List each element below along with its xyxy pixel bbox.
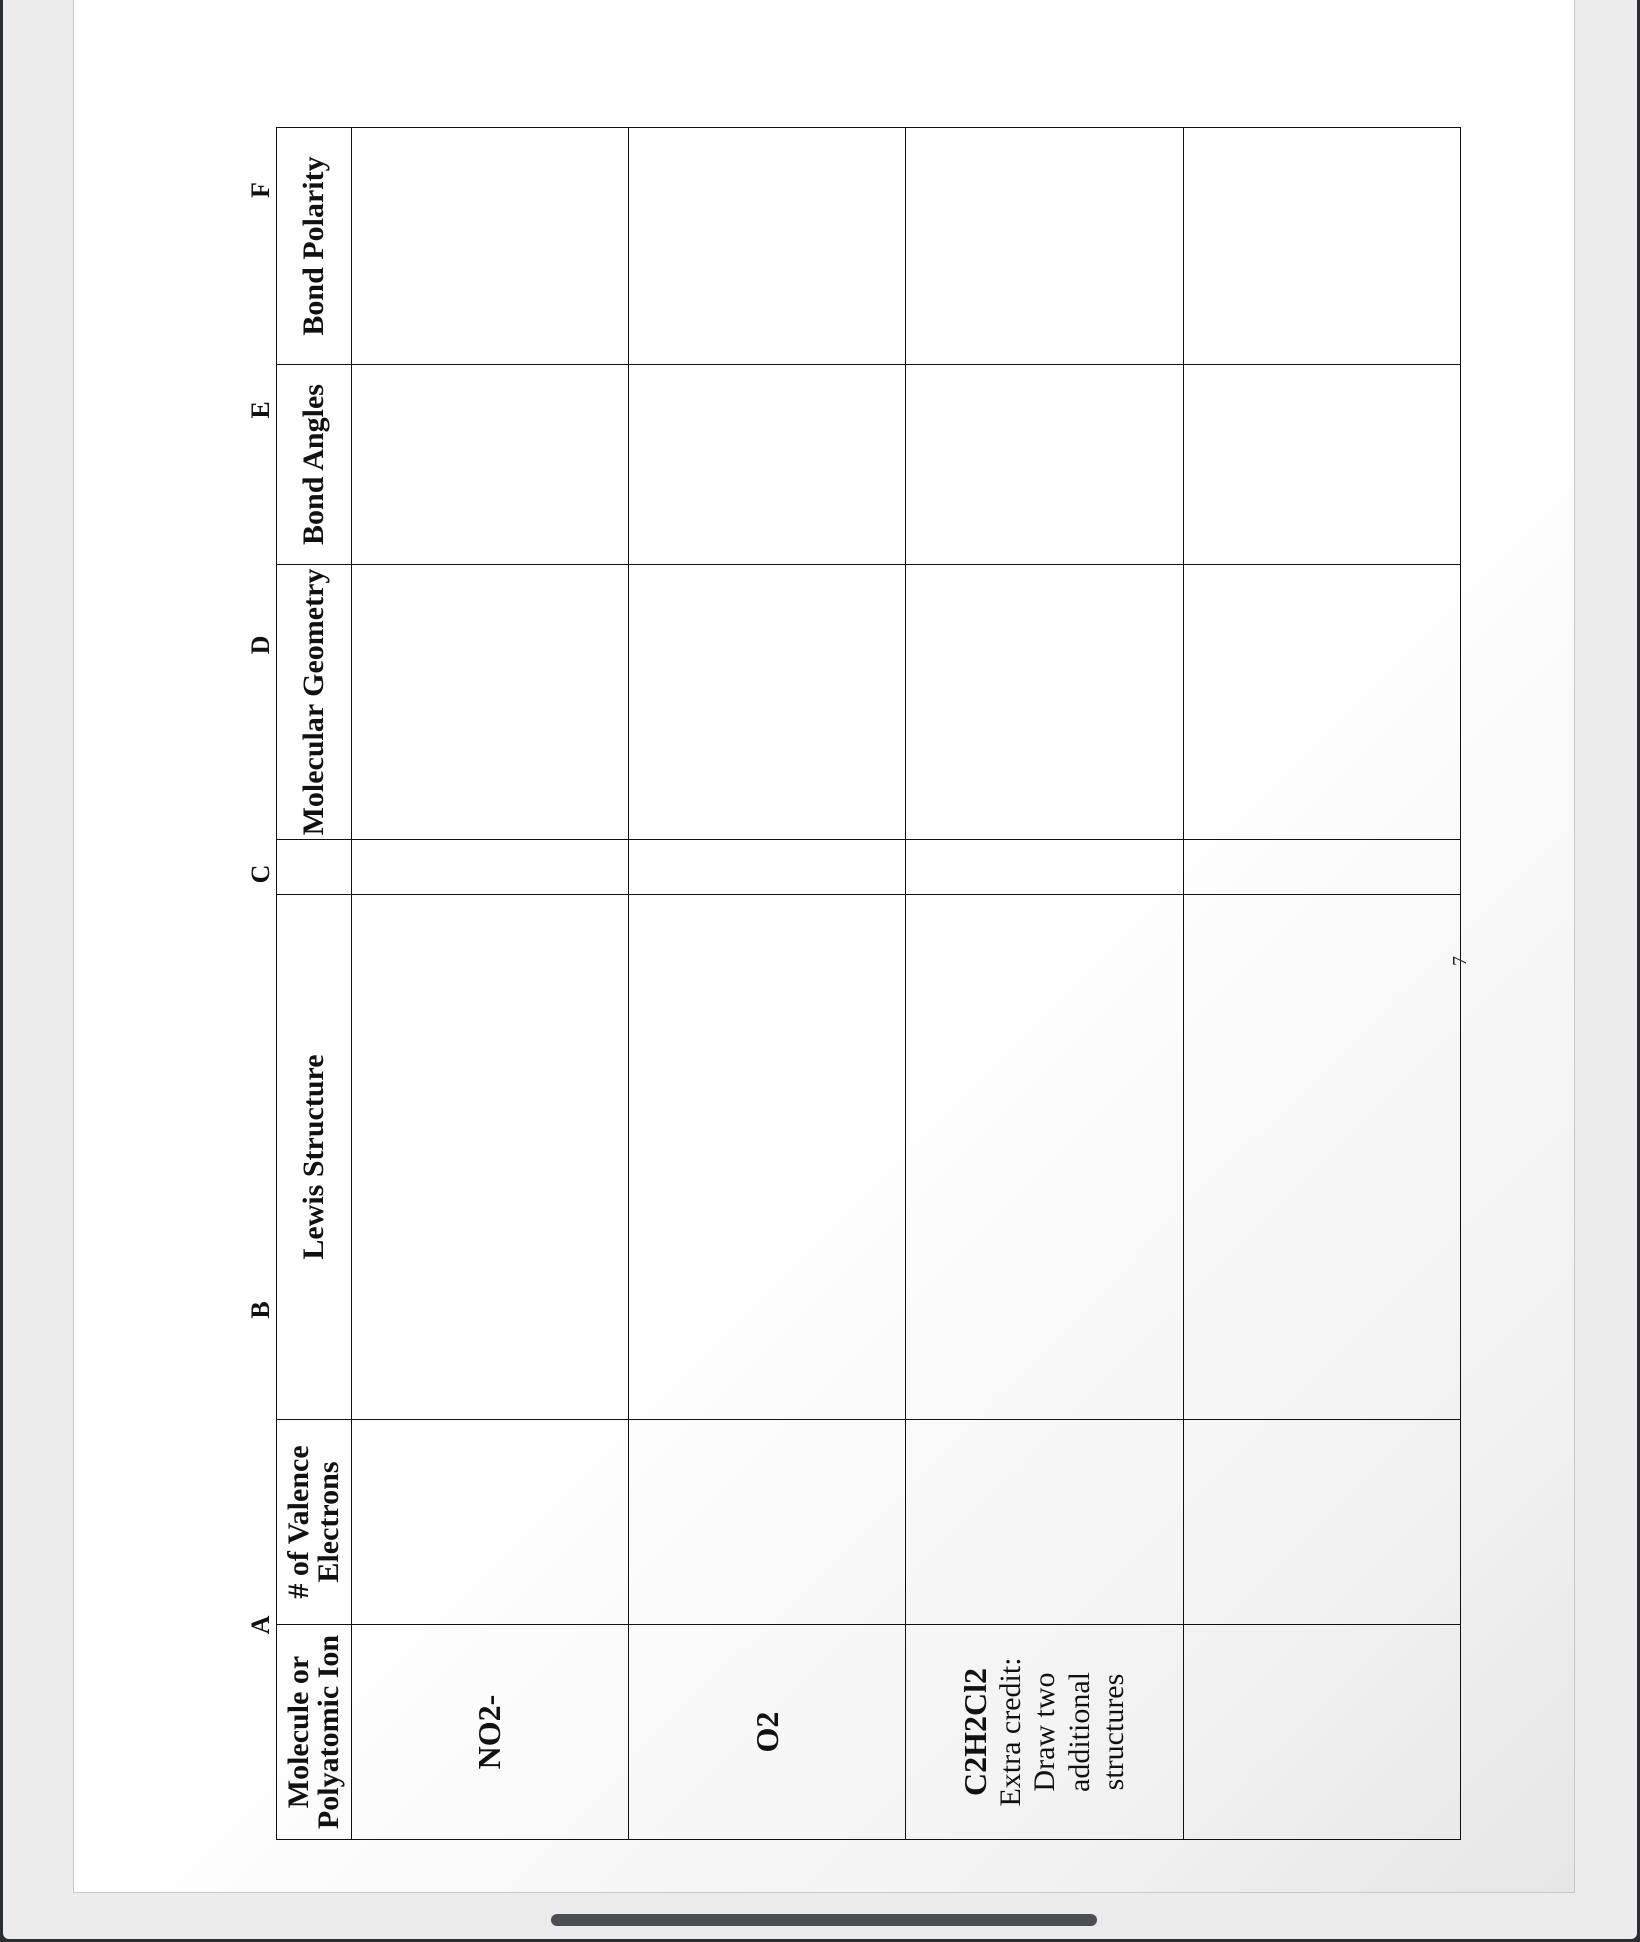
column-letter-a: A (246, 1615, 275, 1635)
header-blank (277, 840, 352, 895)
answer-cell[interactable] (906, 128, 1183, 365)
table-row (629, 128, 906, 1840)
molecule-c2h2cl2-label: C2H2Cl2 (956, 1668, 993, 1796)
answer-cell[interactable] (351, 128, 628, 365)
header-molecular-geometry: Molecular Geometry (277, 565, 352, 840)
table-row (1183, 128, 1460, 1840)
header-bond-polarity: Bond Polarity (277, 128, 352, 365)
header-lewis-structure: Lewis Structure (277, 895, 352, 1420)
answer-cell[interactable] (351, 895, 628, 1420)
answer-cell[interactable] (351, 365, 628, 565)
page-number: 7 (1449, 956, 1471, 966)
answer-cell[interactable] (629, 128, 906, 365)
answer-cell[interactable] (1183, 1420, 1460, 1625)
molecule-o2-label: O2 (748, 1711, 785, 1753)
molecule-cell (351, 1625, 628, 1840)
answer-cell[interactable] (1183, 565, 1460, 840)
answer-cell[interactable] (906, 365, 1183, 565)
column-letter-d: D (246, 635, 275, 655)
column-letter-c: C (246, 864, 275, 884)
table-row (906, 128, 1183, 1840)
answer-cell[interactable] (629, 1420, 906, 1625)
molecule-cell (629, 1625, 906, 1840)
answer-cell[interactable] (351, 565, 628, 840)
answer-cell[interactable] (906, 895, 1183, 1420)
answer-cell[interactable] (351, 1420, 628, 1625)
answer-cell[interactable] (1183, 1625, 1460, 1840)
column-letter-e: E (246, 401, 275, 419)
answer-cell[interactable] (906, 565, 1183, 840)
answer-cell[interactable] (1183, 365, 1460, 565)
answer-cell[interactable] (906, 840, 1183, 895)
answer-cell[interactable] (629, 895, 906, 1420)
header-row (277, 128, 352, 1840)
answer-cell[interactable] (629, 565, 906, 840)
answer-cell[interactable] (906, 1420, 1183, 1625)
extra-credit-note: Extra credit: Draw two additional structures (993, 1657, 1131, 1807)
worksheet-table (276, 127, 1461, 1840)
molecule-cell (906, 1625, 1183, 1840)
column-letter-f: F (246, 182, 275, 198)
answer-cell[interactable] (1183, 840, 1460, 895)
answer-cell[interactable] (1183, 128, 1460, 365)
answer-cell[interactable] (1183, 895, 1460, 1420)
header-molecule: Molecule or Polyatomic Ion (277, 1625, 352, 1840)
molecule-no2-label: NO2- (471, 1694, 508, 1770)
column-letter-b: B (246, 1301, 275, 1319)
answer-cell[interactable] (629, 840, 906, 895)
header-bond-angles: Bond Angles (277, 365, 352, 565)
worksheet-content (226, 128, 1411, 1840)
table-row (351, 128, 628, 1840)
answer-cell[interactable] (629, 365, 906, 565)
header-valence-electrons: # of Valence Electrons (277, 1420, 352, 1625)
answer-cell[interactable] (351, 840, 628, 895)
